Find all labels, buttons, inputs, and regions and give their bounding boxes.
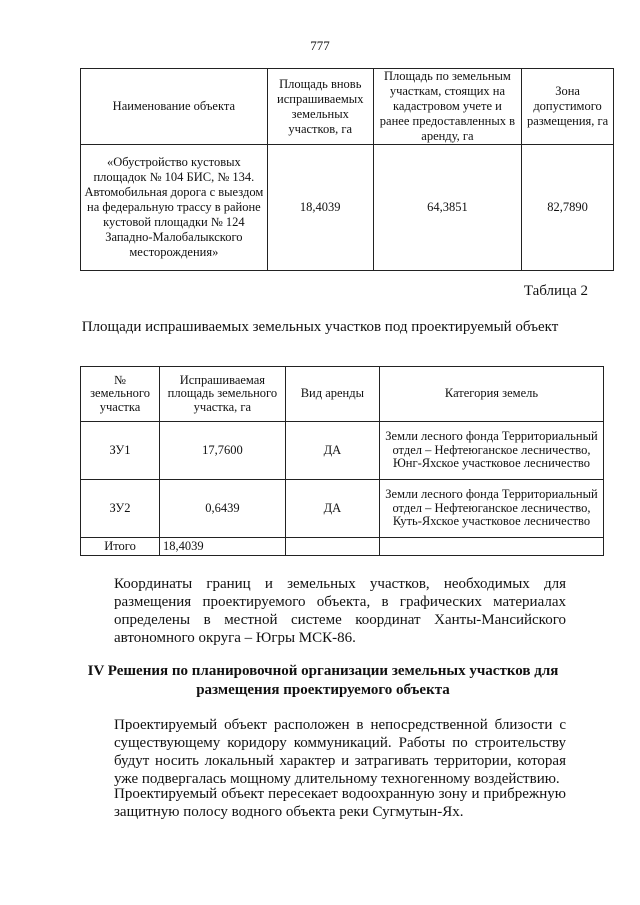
total-value: 18,4039 bbox=[160, 538, 286, 556]
header-object-name: Наименование объекта bbox=[81, 69, 268, 145]
cell-plot-number: ЗУ2 bbox=[81, 480, 160, 538]
cell-plot-number: ЗУ1 bbox=[81, 422, 160, 480]
paragraph-text: Проектируемый объект пересекает водоохранную зону и прибрежную защитную полосу водного объекта реки Сугмутын-Ях. bbox=[114, 786, 566, 820]
table-label: Таблица 2 bbox=[523, 283, 588, 299]
cell-land-category: Земли лесного фонда Территориальный отдел – Нефтеюганское лесничество, Юнг-Яхское участковое лесничество bbox=[379, 422, 603, 480]
page-number: 777 bbox=[310, 38, 330, 53]
header-requested-area: Испрашиваемая площадь земельного участка, га bbox=[160, 367, 286, 422]
header-land-category: Категория земель bbox=[379, 367, 603, 422]
header-registered-area: Площадь по земельным участкам, стоящих на кадастровом учете и ранее предоставленных в аренду, га bbox=[373, 69, 521, 145]
water-zone-paragraph bbox=[80, 785, 566, 821]
coordinates-paragraph bbox=[80, 575, 566, 647]
paragraph-text: Проектируемый объект расположен в непосредственной близости с существующему коридору коммуникаций. Работы по строительству будут носить локальный характер и затрагивать территории, которая уже подвергалась мощному длительному техногенному воздействию. bbox=[114, 717, 566, 787]
total-label: Итого bbox=[81, 538, 160, 556]
objects-area-table bbox=[80, 68, 614, 271]
section-heading: IV Решения по планировочной организации земельных участков для размещения проектируемого объекта bbox=[87, 663, 559, 698]
cell-placement-zone: 82,7890 bbox=[522, 145, 614, 271]
cell-object-name: «Обустройство кустовых площадок № 104 БИС, № 134. Автомобильная дорога с выездом на федеральную трассу в районе кустовой площадки № 124 Западно-Малобалыкского месторождения» bbox=[81, 145, 268, 271]
total-empty-cell bbox=[285, 538, 379, 556]
table-row bbox=[81, 145, 614, 271]
land-plots-table bbox=[80, 366, 604, 556]
table-title: Площади испрашиваемых земельных участков под проектируемый объект bbox=[81, 319, 559, 335]
cell-requested-area: 0,6439 bbox=[160, 480, 286, 538]
cell-registered-area: 64,3851 bbox=[373, 145, 521, 271]
cell-lease-type: ДА bbox=[285, 480, 379, 538]
header-plot-number: № земельного участка bbox=[81, 367, 160, 422]
cell-requested-area: 17,7600 bbox=[160, 422, 286, 480]
table-row bbox=[81, 422, 604, 480]
header-lease-type: Вид аренды bbox=[285, 367, 379, 422]
table-header-row bbox=[81, 367, 604, 422]
total-empty-cell bbox=[379, 538, 603, 556]
cell-land-category: Земли лесного фонда Территориальный отдел – Нефтеюганское лесничество, Куть-Яхское участковое лесничество bbox=[379, 480, 603, 538]
table-row bbox=[81, 480, 604, 538]
paragraph-text: Координаты границ и земельных участков, необходимых для размещения проектируемого объекта, в графических материалах определены в местной системе координат Ханты-Мансийского автономного округа – Югры МСК-86. bbox=[114, 576, 566, 646]
total-row bbox=[81, 538, 604, 556]
header-placement-zone: Зона допустимого размещения, га bbox=[522, 69, 614, 145]
location-paragraph bbox=[80, 716, 566, 788]
cell-lease-type: ДА bbox=[285, 422, 379, 480]
table-header-row bbox=[81, 69, 614, 145]
header-new-area: Площадь вновь испрашиваемых земельных участков, га bbox=[267, 69, 373, 145]
cell-new-area: 18,4039 bbox=[267, 145, 373, 271]
